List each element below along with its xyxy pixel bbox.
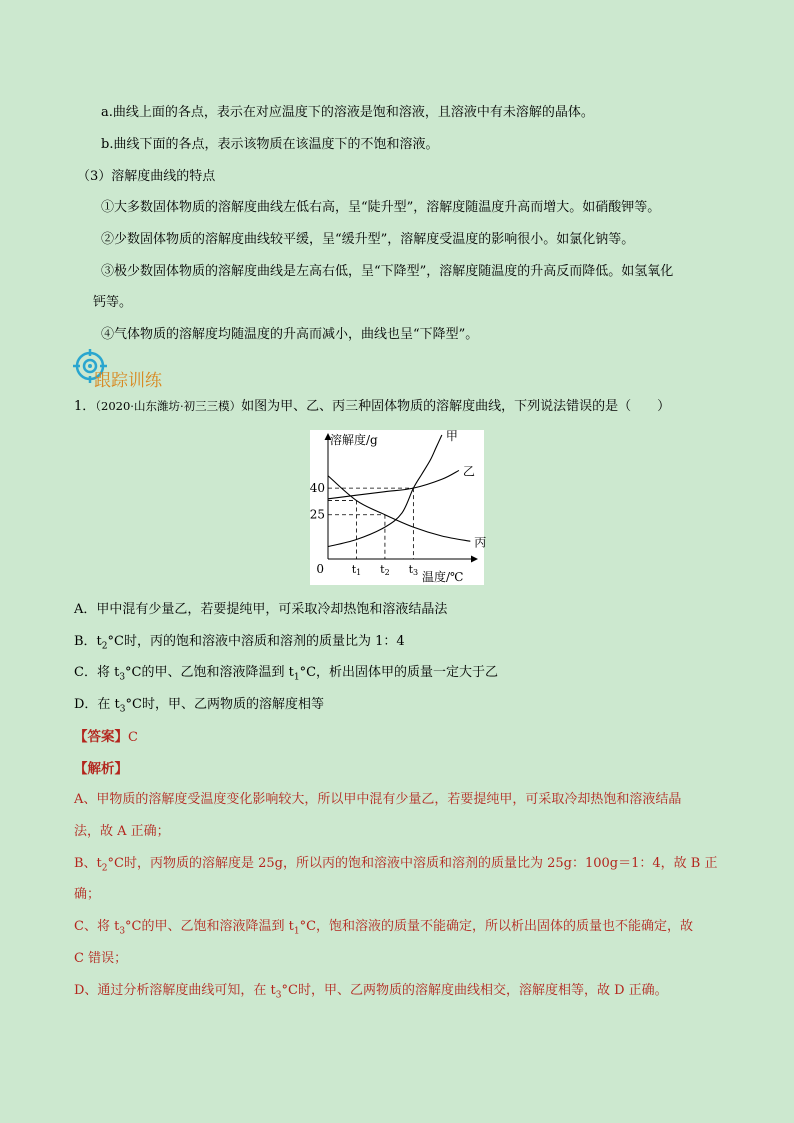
y-axis-label: 溶解度/g xyxy=(330,433,378,447)
analysis-tag: 【解析】 xyxy=(74,761,128,777)
origin-label: 0 xyxy=(316,562,324,576)
series-label-1: 乙 xyxy=(462,464,475,479)
analysis-c-line2: C 错误； xyxy=(74,951,128,966)
x-tick-1: t2 xyxy=(380,563,390,577)
feature-3-line2: 钙等。 xyxy=(93,295,133,310)
question-source: （2020·山东潍坊·初三三模） xyxy=(95,399,242,413)
feature-1: ①大多数固体物质的溶解度曲线左低右高，呈“陡升型”，溶解度随温度升高而增大。如硝酸钾等。 xyxy=(101,200,661,215)
analysis-a-line2: 法，故 A 正确； xyxy=(74,824,170,839)
y-tick-1: 40 xyxy=(309,481,325,496)
series-label-0: 甲 xyxy=(445,429,458,443)
section-title: 跟踪训练 xyxy=(94,371,162,391)
analysis-b-line1: B、$t_2^\circ C$时，丙物质的溶解度是 25g，所以丙的饱和溶液中溶质和溶剂的质量比为 25g：100g＝1：4，故 B 正 xyxy=(74,856,718,874)
analysis-d-line1: D、通过分析溶解度曲线可知，在 $t_3^\circ C$时，甲、乙两物质的溶解度曲线相交，溶解度相等，故 D 正确。 xyxy=(74,983,668,1001)
analysis-a-line1: A、甲物质的溶解度受温度变化影响较大，所以甲中混有少量乙，若要提纯甲，可采取冷却热饱和溶液结晶 xyxy=(74,792,682,807)
series-label-2: 丙 xyxy=(474,535,487,550)
chart-svg xyxy=(309,429,487,585)
note-b: b.曲线下面的各点，表示该物质在该温度下的不饱和溶液。 xyxy=(101,137,439,152)
series-line-2 xyxy=(328,476,470,542)
answer-line xyxy=(74,728,138,747)
question-text: 如图为甲、乙、丙三种固体物质的溶解度曲线，下列说法错误的是（ ） xyxy=(241,399,671,414)
option-c[interactable]: C．将 $t_3^\circ C$的甲、乙饱和溶液降温到 $t_1^\circ C$，析出固体甲的质量一定大于乙 xyxy=(74,665,499,683)
question-number: 1． xyxy=(74,399,96,414)
solubility-chart xyxy=(309,429,487,585)
option-a[interactable]: A．甲中混有少量乙，若要提纯甲，可采取冷却热饱和溶液结晶法 xyxy=(74,602,448,617)
x-tick-2: t3 xyxy=(408,563,419,577)
answer-value: C xyxy=(128,730,138,745)
series-line-1 xyxy=(328,470,459,498)
y-tick-0: 25 xyxy=(309,507,325,522)
answer-tag: 【答案】 xyxy=(74,729,128,745)
analysis-c-line1: C、将 $t_3^\circ C$的甲、乙饱和溶液降温到 $t_1^\circ C$，饱和溶液的质量不能确定，所以析出固体的质量也不能确定，故 xyxy=(74,919,694,937)
question-stem xyxy=(74,397,670,416)
feature-2: ②少数固体物质的溶解度曲线较平缓，呈“缓升型”，溶解度受温度的影响很小。如氯化钠等。 xyxy=(101,232,635,247)
note-a: a.曲线上面的各点，表示在对应温度下的溶液是饱和溶液，且溶液中有未溶解的晶体。 xyxy=(101,105,594,120)
feature-3-line1: ③极少数固体物质的溶解度曲线是左高右低，呈“下降型”，溶解度随温度的升高反而降低。如氢氧化 xyxy=(101,264,674,279)
option-d[interactable]: D．在 $t_3^\circ C$时，甲、乙两物质的溶解度相等 xyxy=(74,697,324,715)
x-axis-label: 温度/℃ xyxy=(422,570,464,584)
x-tick-0: t1 xyxy=(351,563,362,577)
option-b[interactable]: B．$t_2^\circ C$时，丙的饱和溶液中溶质和溶剂的质量比为 1：4 xyxy=(74,634,405,652)
analysis-b-line2: 确； xyxy=(74,887,101,902)
section-3-heading: （3）溶解度曲线的特点 xyxy=(77,169,216,184)
feature-4: ④气体物质的溶解度均随温度的升高而减小，曲线也呈“下降型”。 xyxy=(101,327,479,342)
